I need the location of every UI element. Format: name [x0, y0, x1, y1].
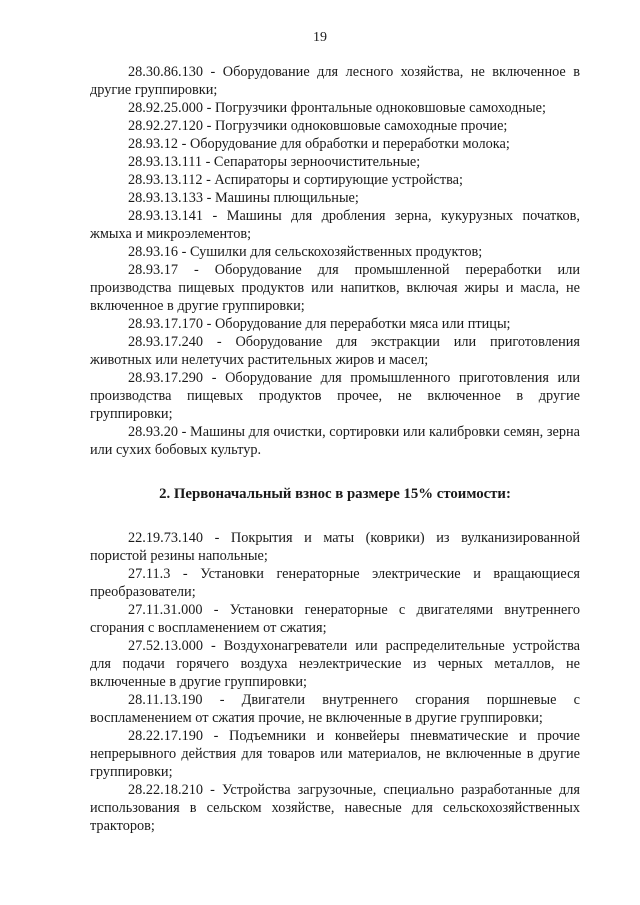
list-item: 28.30.86.130 - Оборудование для лесного хозяйства, не включенное в другие группировки;: [90, 64, 580, 98]
list-item: 28.22.17.190 - Подъемники и конвейеры пневматические и прочие непрерывного действия для товаров или материалов, не включенные в другие группировки;: [90, 728, 580, 780]
list-item: 28.93.13.133 - Машины плющильные;: [128, 190, 359, 206]
section-heading: 2. Первоначальный взнос в размере 15% стоимости:: [159, 486, 511, 502]
list-item: 28.93.16 - Сушилки для сельскохозяйственных продуктов;: [128, 244, 483, 260]
section2-list: [90, 529, 580, 835]
list-item: 27.11.31.000 - Установки генераторные с двигателями внутреннего сгорания с воспламенением от сжатия;: [90, 602, 580, 636]
list-item: 28.92.27.120 - Погрузчики одноковшовые самоходные прочие;: [128, 118, 508, 134]
list-item: 28.22.18.210 - Устройства загрузочные, специально разработанные для использования в сельском хозяйстве, навесные для сельскохозяйственных тракторов;: [90, 782, 580, 834]
list-item: 27.11.3 - Установки генераторные электрические и вращающиеся преобразователи;: [90, 566, 580, 600]
list-item: 28.93.13.112 - Аспираторы и сортирующие устройства;: [128, 172, 463, 188]
list-item: 28.93.17.290 - Оборудование для промышленного приготовления или производства пищевых продуктов прочее, не включенное в другие группировки;: [90, 370, 580, 422]
list-item: 28.93.17.240 - Оборудование для экстракции или приготовления животных или нелетучих растительных жиров и масел;: [90, 334, 580, 368]
page-content: [90, 63, 580, 835]
list-item: 28.93.20 - Машины для очистки, сортировки или калибровки семян, зерна или сухих бобовых культур.: [90, 424, 580, 458]
list-item: 28.93.13.141 - Машины для дробления зерна, кукурузных початков, жмыха и микроэлементов;: [90, 208, 580, 242]
list-item: 28.93.13.111 - Сепараторы зерноочистительные;: [128, 154, 421, 170]
list-item: 28.93.17 - Оборудование для промышленной переработки или производства пищевых продуктов или напитков, включая жиры и масла, не включенное в другие группировки;: [90, 262, 580, 314]
section1-list: [90, 63, 580, 459]
list-item: 28.11.13.190 - Двигатели внутреннего сгорания поршневые с воспламенением от сжатия прочие, не включенные в другие группировки;: [90, 692, 580, 726]
list-item: 28.93.12 - Оборудование для обработки и переработки молока;: [128, 136, 510, 152]
page-number: 19: [313, 30, 327, 45]
list-item: 27.52.13.000 - Воздухонагреватели или распределительные устройства для подачи горячего воздуха неэлектрические из черных металлов, не включенные в другие группировки;: [90, 638, 580, 690]
list-item: 28.93.17.170 - Оборудование для переработки мяса или птицы;: [128, 316, 511, 332]
list-item: 22.19.73.140 - Покрытия и маты (коврики) из вулканизированной пористой резины напольные;: [90, 530, 580, 564]
list-item: 28.92.25.000 - Погрузчики фронтальные одноковшовые самоходные;: [128, 100, 546, 116]
